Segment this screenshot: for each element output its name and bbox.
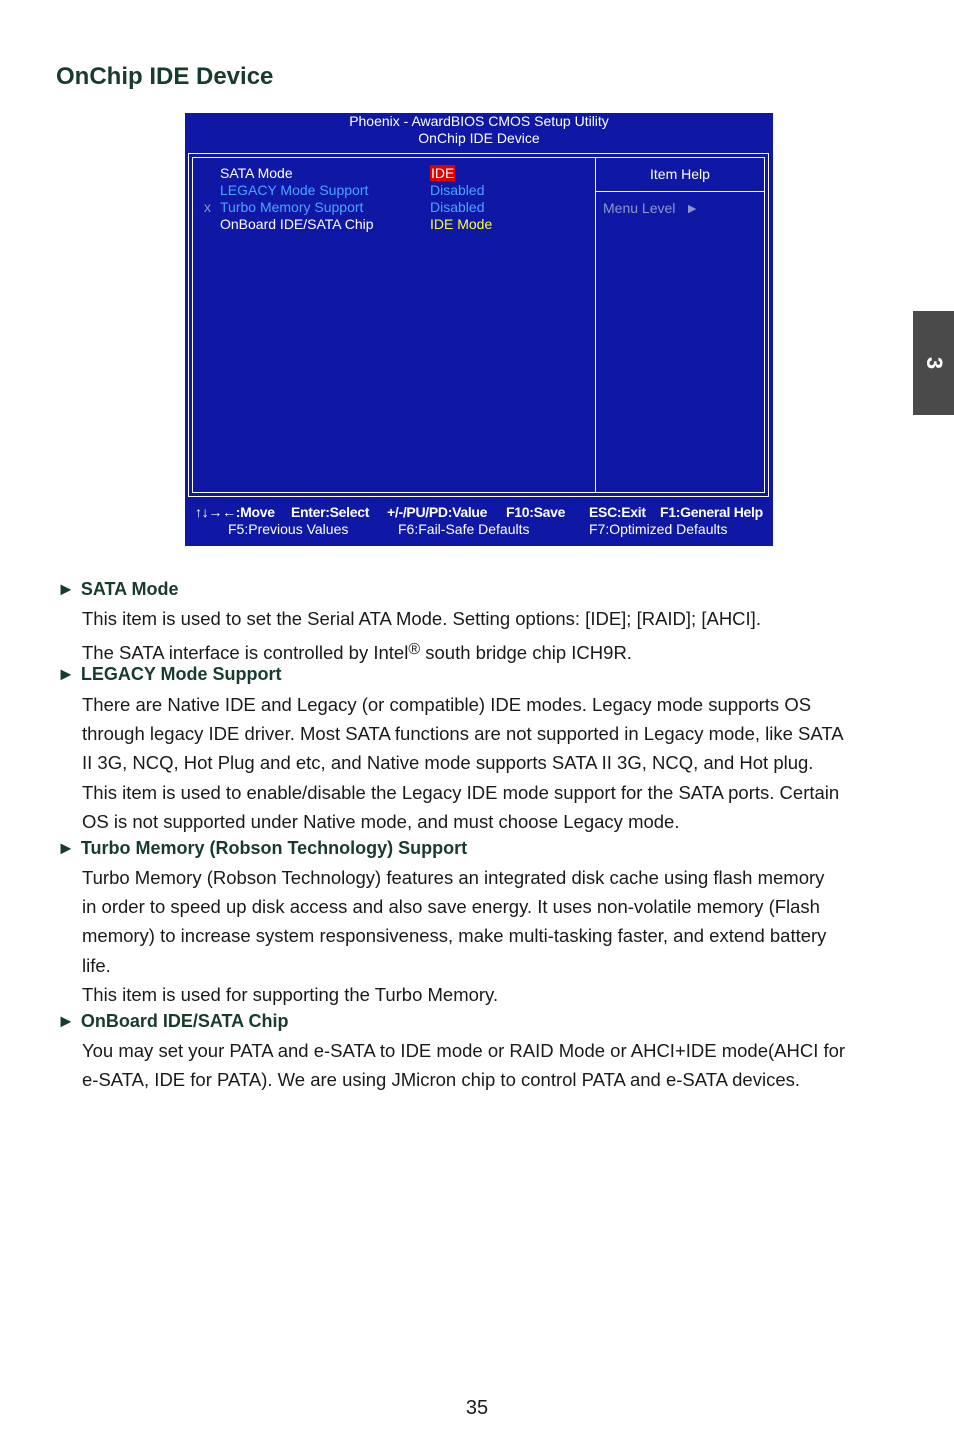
key-help: F1:General Help [660,504,763,520]
text-line: memory) to increase system responsiveness, make multi-tasking faster, and extend battery [82,925,827,947]
bios-row-onboard-chip[interactable] [193,216,593,233]
arrow-icon: ► [57,579,75,599]
key-save: F10:Save [506,504,566,520]
key-previous-values: F5:Previous Values [228,521,349,537]
bios-frame-inner [192,157,765,493]
text-line: e-SATA, IDE for PATA). We are using JMicron chip to control PATA and e-SATA devices. [82,1069,800,1091]
text-line: life. [82,954,111,976]
key-exit: ESC:Exit [589,504,646,520]
arrow-icon: ► [57,838,75,858]
text-line: You may set your PATA and e-SATA to IDE mode or RAID Mode or AHCI+IDE mode(AHCI for [82,1040,846,1061]
row-label: Turbo Memory Support [220,199,364,215]
item-help-separator [595,191,765,192]
bios-menu-title: OnChip IDE Device [418,130,540,146]
arrow-icon: ► [57,664,75,684]
key-fail-safe: F6:Fail-Safe Defaults [398,521,530,537]
row-value[interactable]: Disabled [430,182,485,198]
section-body-turbo-memory [82,863,892,1009]
section-title: LEGACY Mode Support [80,664,282,684]
chapter-number: 3 [921,356,947,370]
registered-mark: ® [408,641,421,659]
section-heading-turbo-memory [57,838,467,859]
chapter-tab [913,311,954,415]
bios-row-turbo-memory[interactable] [193,199,593,216]
key-select: Enter:Select [291,504,370,520]
bios-header [185,113,773,147]
bios-utility-title: Phoenix - AwardBIOS CMOS Setup Utility [349,113,609,129]
key-move: ↑↓→←:Move [195,504,275,520]
bios-frame [188,153,769,497]
section-body-legacy-mode [82,690,892,836]
text-line: in order to speed up disk access and also save energy. It uses non-volatile memory (Flash [82,896,820,918]
text-line: Turbo Memory (Robson Technology) features an integrated disk cache using flash memory [82,867,825,888]
section-title: OnBoard IDE/SATA Chip [80,1011,289,1031]
row-marker: x [204,199,211,215]
text-line: This item is used for supporting the Turbo Memory. [82,983,499,1005]
row-label: OnBoard IDE/SATA Chip [220,216,374,232]
section-heading-onboard-chip [57,1011,289,1032]
key-optimized: F7:Optimized Defaults [589,521,728,537]
text-line: OS is not supported under Native mode, and must choose Legacy mode. [82,810,680,832]
bios-help-divider [595,158,596,492]
section-title: Turbo Memory (Robson Technology) Support [80,838,468,858]
text-line: This item is used to enable/disable the Legacy IDE mode support for the SATA ports. Certain [82,781,840,803]
page-number: 35 [465,1397,489,1419]
bios-screen [185,113,773,546]
row-value[interactable]: Disabled [430,199,485,215]
section-heading-legacy-mode [57,664,282,685]
section-body-sata-mode [82,604,892,668]
row-label: SATA Mode [220,165,293,181]
text-line: There are Native IDE and Legacy (or compatible) IDE modes. Legacy mode supports OS [82,694,812,715]
text-segment: south bridge chip ICH9R. [420,642,632,664]
row-label: LEGACY Mode Support [220,182,369,198]
section-heading-sata-mode [57,579,178,600]
selected-value[interactable]: IDE [431,165,455,181]
menu-level-arrow-icon: ► [685,200,700,216]
row-value[interactable]: IDE Mode [430,216,493,232]
page-title: OnChip IDE Device [56,63,274,90]
text-line: II 3G, NCQ, Hot Plug and etc, and Native mode supports SATA II 3G, NCQ, and Hot plug. [82,752,814,774]
bios-row-legacy-mode[interactable] [193,182,593,199]
item-help-title: Item Help [650,166,710,182]
bios-row-sata-mode[interactable] [193,165,593,182]
text-line [82,633,892,667]
text-segment: The SATA interface is controlled by Intel [82,642,409,664]
menu-level [603,200,699,216]
section-body-onboard-chip [82,1036,892,1094]
menu-level-label: Menu Level [603,200,676,216]
row-value[interactable] [430,165,455,182]
arrow-icon: ► [57,1011,75,1031]
section-title: SATA Mode [80,579,179,599]
key-value: +/-/PU/PD:Value [387,504,488,520]
text-line: This item is used to set the Serial ATA Mode. Setting options: [IDE]; [RAID]; [AHCI]. [82,608,761,629]
text-line: through legacy IDE driver. Most SATA functions are not supported in Legacy mode, like SATA [82,723,844,745]
